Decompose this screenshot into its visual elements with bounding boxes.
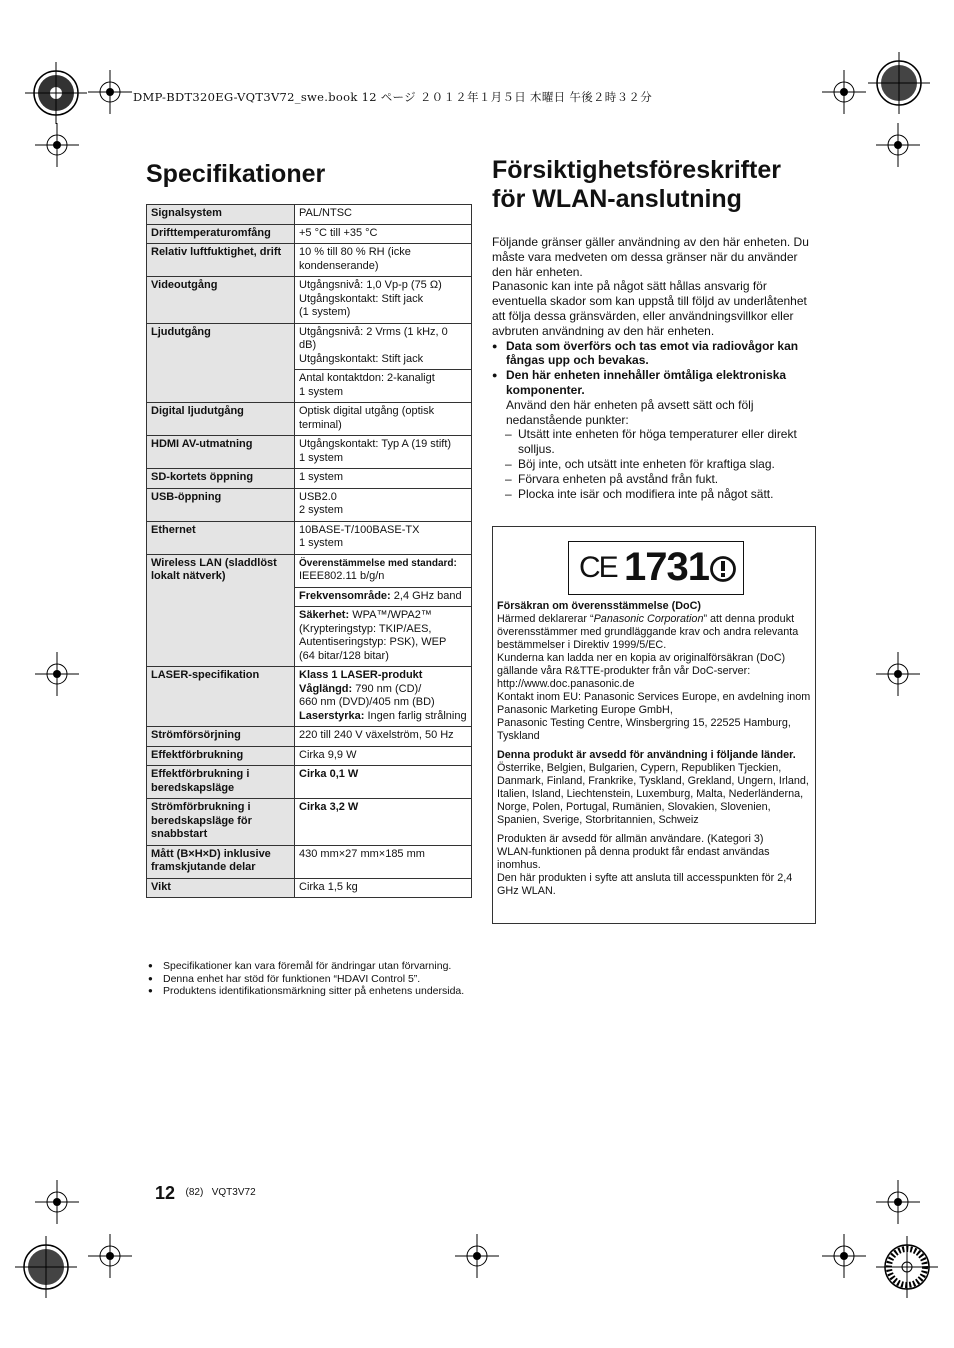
spec-sublabel: Överenstämmelse med standard: xyxy=(299,557,457,569)
spec-label: Vikt xyxy=(147,878,295,898)
table-row xyxy=(147,746,472,766)
section-title-line: för WLAN-anslutning xyxy=(492,184,742,213)
table-row xyxy=(147,799,472,846)
dash-item: – Utsätt inte enheten för höga temperaturer eller direkt solljus. xyxy=(492,427,817,457)
table-row xyxy=(147,224,472,244)
doc-heading: Försäkran om överensstämmelse (DoC) xyxy=(497,600,702,612)
spec-value: Cirka 0,1 W xyxy=(295,766,472,799)
spec-label: Drifttemperaturomfång xyxy=(147,224,295,244)
spec-value-line xyxy=(299,683,467,697)
spec-subvalue: 2,4 GHz band xyxy=(393,589,462,602)
ce-mark-logo xyxy=(568,541,744,595)
spec-label: Signalsystem xyxy=(147,205,295,225)
countries-heading: Denna produkt är avsedd för användning i följande länder. xyxy=(497,749,796,761)
table-row xyxy=(147,727,472,747)
spec-value xyxy=(295,607,472,667)
paragraph xyxy=(497,613,813,652)
crosshair-icon xyxy=(876,1180,920,1224)
spec-value-line: 1 system xyxy=(299,537,344,549)
registration-wheel-icon xyxy=(868,52,930,114)
paragraph: Kunderna kan ladda ner en kopia av originalförsäkran (DoC) gällande våra R&TTE-produkter från vår DoC-server: xyxy=(497,652,786,677)
dash-item: – Förvara enheten på avstånd från fukt. xyxy=(492,472,817,487)
crosshair-icon xyxy=(876,652,920,696)
table-row xyxy=(147,469,472,489)
spec-value: Optisk digital utgång (optisk terminal) xyxy=(295,403,472,436)
paragraph: Använd den här enheten på avsett sätt och följ nedanstående punkter: xyxy=(506,397,754,427)
spec-value: 430 mm×27 mm×185 mm xyxy=(295,845,472,878)
crosshair-icon xyxy=(822,70,866,114)
crosshair-icon xyxy=(455,1234,499,1278)
table-row xyxy=(147,205,472,225)
note-item: ● Produktens identifikationsmärkning sitter på enhetens undersida. xyxy=(148,985,468,998)
spec-value xyxy=(295,436,472,469)
crosshair-icon xyxy=(876,123,920,167)
spec-notes xyxy=(148,960,468,998)
spec-label: Wireless LAN (sladdlöst lokalt nätverk) xyxy=(147,554,295,667)
spec-value: 220 till 240 V växelström, 50 Hz xyxy=(295,727,472,747)
spec-label: Relativ luftfuktighet, drift xyxy=(147,244,295,277)
paragraph: WLAN-funktionen på denna produkt får endast användas inomhus. xyxy=(497,846,770,871)
spec-value xyxy=(295,323,472,370)
spec-label: Strömförbrukning i beredskapsläge för snabbstart xyxy=(147,799,295,846)
spec-value xyxy=(295,521,472,554)
spec-value xyxy=(295,370,472,403)
section-title-line: Försiktighetsföreskrifter xyxy=(492,156,781,184)
spec-value-line: USB2.0 xyxy=(299,490,337,503)
spec-value xyxy=(295,587,472,607)
spec-label: Effektförbrukning xyxy=(147,746,295,766)
spec-subvalue: WPA™/WPA2™ xyxy=(352,609,432,621)
spec-value xyxy=(295,667,472,727)
table-row xyxy=(147,323,472,370)
paragraph: Den här produkten i syfte att ansluta till accesspunkten för 2,4 GHz WLAN. xyxy=(497,872,793,897)
page-title: Specifikationer xyxy=(146,160,326,188)
spec-value-line: Utgångsnivå: 1,0 Vp-p (75 Ω) xyxy=(299,279,442,291)
table-row xyxy=(147,554,472,587)
dash-item: – Böj inte, och utsätt inte enheten för kraftiga slag. xyxy=(492,457,817,472)
section-title xyxy=(492,156,832,214)
spec-sublabel: Laserstyrka: xyxy=(299,709,365,722)
dash-item: – Plocka inte isär och modifiera inte på något sätt. xyxy=(492,487,817,502)
paragraph: Panasonic kan inte på något sätt hållas ansvarig för eventuella skador som kan uppstå till följd av underlåtenhet att följa dessa gränsvärden, eller användningsvillkor eller avbruten användning av den här enheten. xyxy=(492,279,807,338)
table-row xyxy=(147,521,472,554)
crosshair-icon xyxy=(822,1234,866,1278)
table-row xyxy=(147,403,472,436)
spec-value: Cirka 3,2 W xyxy=(295,799,472,846)
page-ref: (82) xyxy=(185,1187,204,1198)
wlan-precautions xyxy=(492,235,817,501)
spec-value-line: 10BASE-T/100BASE-TX xyxy=(299,523,420,536)
spec-value xyxy=(295,277,472,324)
spec-value-line: 1 system xyxy=(299,385,344,398)
spec-value-line: 2 system xyxy=(299,504,344,516)
table-row xyxy=(147,878,472,898)
spec-value: PAL/NTSC xyxy=(295,205,472,225)
ce-number: 1731 xyxy=(624,545,709,589)
spec-label: SD-kortets öppning xyxy=(147,469,295,489)
doc-text xyxy=(497,600,813,898)
spec-value: Cirka 9,9 W xyxy=(295,746,472,766)
paragraph: Kontakt inom EU: Panasonic Services Europe, en avdelning inom Panasonic Marketing Europe GmbH, xyxy=(497,691,811,716)
spec-value: 10 % till 80 % RH (icke kondenserande) xyxy=(295,244,472,277)
spec-value-line: 660 nm (DVD)/405 nm (BD) xyxy=(299,696,435,708)
crosshair-icon xyxy=(88,70,132,114)
spec-subvalue: 790 nm (CD)/ xyxy=(355,682,422,695)
spec-sublabel: Våglängd: xyxy=(299,682,353,695)
doc-box xyxy=(492,526,816,924)
table-row xyxy=(147,277,472,324)
registration-wheel-icon xyxy=(25,62,87,124)
bullet-item: ● Data som överförs och tas emot via radiovågor kan fångas upp och bevakas. xyxy=(492,339,817,369)
spec-subvalue: Ingen farlig strålning xyxy=(367,709,467,722)
crosshair-icon xyxy=(35,1180,79,1224)
company-name: Panasonic Corporation xyxy=(593,613,704,625)
spec-label: Effektförbrukning i beredskapsläge xyxy=(147,766,295,799)
spec-value-line: (64 bitar/128 bitar) xyxy=(299,649,389,662)
spec-value-line: Utgångsnivå: 2 Vrms (1 kHz, 0 dB) xyxy=(299,325,448,351)
spec-value-line: Utgångskontakt: Stift jack xyxy=(299,292,424,305)
spec-label: Ethernet xyxy=(147,521,295,554)
text-span: ” att denna produkt överensstämmer med grundläggande krav och andra relevanta bestämmelser i Direktiv 1999/5/EC. xyxy=(497,613,799,651)
crosshair-icon xyxy=(35,652,79,696)
paragraph: Panasonic Testing Centre, Winsbergring 15, 22525 Hamburg, Tyskland xyxy=(497,717,791,742)
paragraph: Produkten är avsedd för allmän användare. (Kategori 3) xyxy=(497,833,764,845)
spec-label: USB-öppning xyxy=(147,488,295,521)
spec-label: Ljudutgång xyxy=(147,323,295,403)
table-row xyxy=(147,488,472,521)
spec-value: +5 °C till +35 °C xyxy=(295,224,472,244)
spec-value-line: Autentiseringstyp: PSK), WEP xyxy=(299,636,447,648)
spec-label: Videoutgång xyxy=(147,277,295,324)
page-number: 12 xyxy=(155,1183,176,1203)
doc-code: VQT3V72 xyxy=(211,1187,256,1198)
spec-table xyxy=(146,204,472,898)
table-row xyxy=(147,845,472,878)
spec-label: Strömförsörjning xyxy=(147,727,295,747)
table-row xyxy=(147,244,472,277)
spec-label: Digital ljudutgång xyxy=(147,403,295,436)
spec-value-line: Klass 1 LASER-produkt xyxy=(299,669,423,681)
spec-value xyxy=(295,554,472,587)
spec-label: LASER-specifikation xyxy=(147,667,295,727)
spec-value-line: Antal kontaktdon: 2-kanaligt xyxy=(299,372,435,384)
table-row xyxy=(147,667,472,727)
spec-label: HDMI AV-utmatning xyxy=(147,436,295,469)
bullet-item: ● Den här enheten innehåller ömtåliga elektroniska komponenter. xyxy=(492,368,817,398)
registration-wheel-icon xyxy=(15,1236,77,1298)
spec-label: Mått (B×H×D) inklusive framskjutande delar xyxy=(147,845,295,878)
registration-wheel-icon xyxy=(876,1236,938,1298)
spec-value-line: (1 system) xyxy=(299,306,351,318)
spec-value: 1 system xyxy=(295,469,472,489)
spec-sublabel: Säkerhet: xyxy=(299,609,350,621)
spec-value-line: 1 system xyxy=(299,451,344,464)
note-item: ● Specifikationer kan vara föremål för ändringar utan förvarning. xyxy=(148,960,468,973)
spec-value: Cirka 1,5 kg xyxy=(295,878,472,898)
print-header: DMP-BDT320EG-VQT3V72_swe.book 12 ページ ２０１２年１月５日 木曜日 午後２時３２分 xyxy=(133,90,652,104)
spec-subvalue: IEEE802.11 b/g/n xyxy=(299,570,385,582)
spec-value-line: Utgångskontakt: Stift jack xyxy=(299,352,424,365)
crosshair-icon xyxy=(88,1234,132,1278)
spec-value-line: Utgångskontakt: Typ A (19 stift) xyxy=(299,438,452,450)
text-span: Härmed deklarerar “ xyxy=(497,613,594,625)
countries-list: Österrike, Belgien, Bulgarien, Cypern, Republiken Tjeckien, Danmark, Finland, Frankrike, Tyskland, Grekland, Ungern, Irland, Italien, Island, Liechtenstein, Luxemburg, Malta, Nederländerna, Norge, Polen, Portugal, Rumänien, Slovakien, Slovenien, Spanien, Sverige, Storbritannien, Schweiz xyxy=(497,762,809,826)
table-row xyxy=(147,436,472,469)
ce-mark: CE xyxy=(579,551,617,584)
table-row xyxy=(147,766,472,799)
page-footer xyxy=(155,1183,256,1204)
alert-icon xyxy=(709,555,737,583)
spec-value-line xyxy=(299,710,467,724)
paragraph: Följande gränser gäller användning av den här enheten. Du måste vara medveten om dessa gränser när du använder den här enheten. xyxy=(492,235,809,279)
crosshair-icon xyxy=(35,123,79,167)
spec-value-line: (Krypteringstyp: TKIP/AES, xyxy=(299,622,432,635)
spec-sublabel: Frekvensområde: xyxy=(299,589,391,602)
doc-url: http://www.doc.panasonic.de xyxy=(497,678,635,690)
note-item: ● Denna enhet har stöd för funktionen “HDAVI Control 5”. xyxy=(148,973,468,986)
spec-value xyxy=(295,488,472,521)
